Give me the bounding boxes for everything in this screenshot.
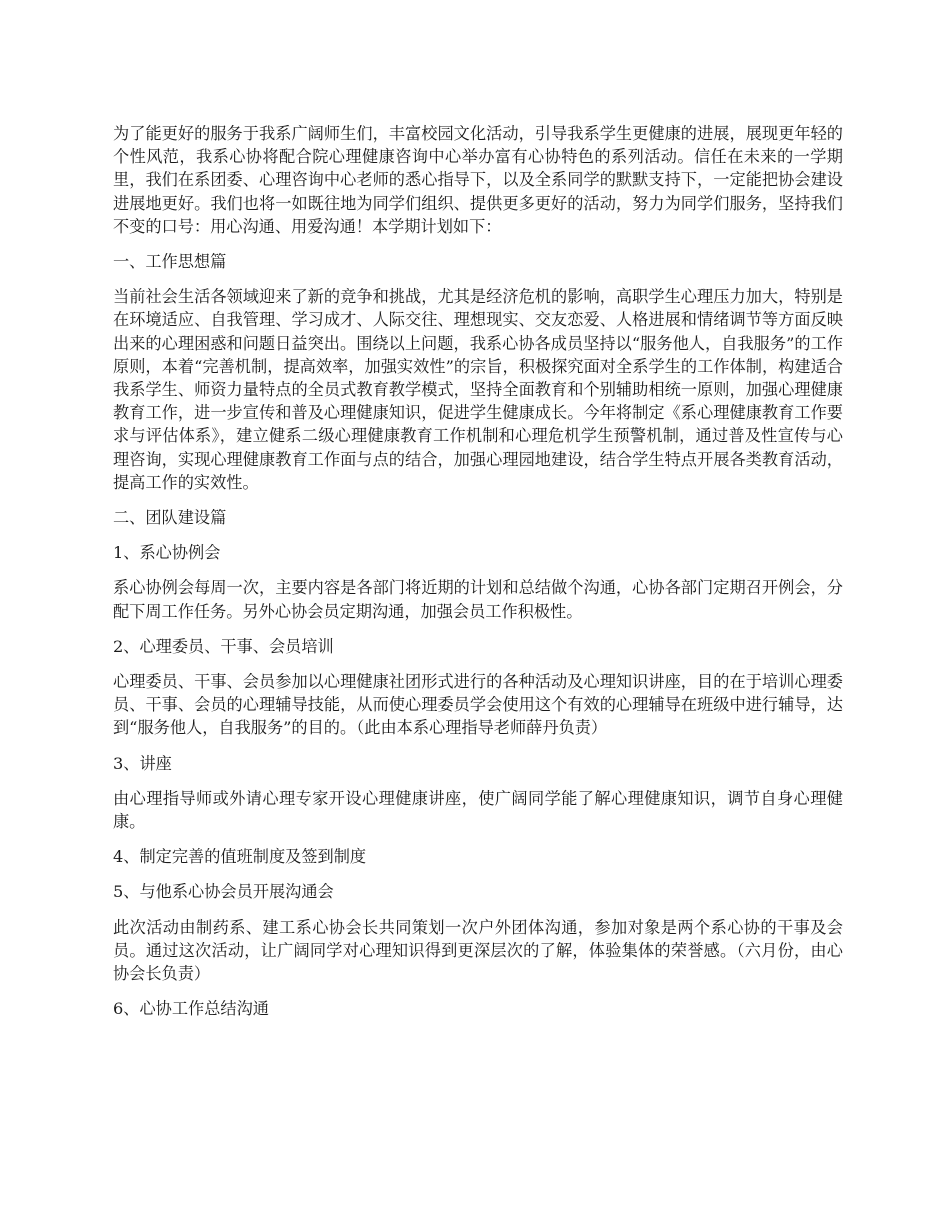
document-page [113, 122, 843, 1033]
item-heading-work-summary: 6、心协工作总结沟通 [113, 999, 269, 1019]
item-lectures-paragraph: 由心理指导师或外请心理专家开设心理健康讲座，使广阔同学能了解心理健康知识，调节自身心理健康。 [113, 788, 843, 832]
item-heading-duty-system: 4、制定完善的值班制度及签到制度 [113, 847, 367, 867]
item-heading-weekly-meeting: 1、系心协例会 [113, 543, 221, 563]
section-heading-team-building: 二、团队建设篇 [113, 508, 227, 528]
item-heading-lectures: 3、讲座 [113, 753, 172, 773]
section-heading-work-ideas: 一、工作思想篇 [113, 252, 227, 272]
item-weekly-meeting-paragraph: 系心协例会每周一次，主要内容是各部门将近期的计划和总结做个沟通，心协各部门定期召开例会，分配下周工作任务。另外心协会员定期沟通，加强会员工作积极性。 [113, 578, 843, 621]
section-work-ideas-paragraph: 当前社会生活各领域迎来了新的竞争和挑战，尤其是经济危机的影响，高职学生心理压力加大，特别是在环境适应、自我管理、学习成才、人际交往、理想现实、交友恋爱、人格进展和情绪调节等方面反映出来的心理困惑和问题日益突出。围绕以上问题，我系心协各成员坚持以“服务他人，自我服务”的工作原则，本着“完善机制，提高效率，加强实效性”的宗旨，积极探究面对全系学生的工作体制，构建适合我系学生、师资力量特点的全员式教育教学模式，坚持全面教育和个别辅助相统一原则，加强心理健康教育工作，进一步宣传和普及心理健康知识，促进学生健康成长。今年将制定《系心理健康教育工作要求与评估体系》，建立健系二级心理健康教育工作机制和心理危机学生预警机制，通过普及性宣传与心理咨询，实现心理健康教育工作面与点的结合，加强心理园地建设，结合学生特点开展各类教育活动，提高工作的实效性。 [113, 287, 843, 492]
item-heading-training: 2、心理委员、干事、会员培训 [113, 636, 334, 656]
item-training-paragraph: 心理委员、干事、会员参加以心理健康社团形式进行的各种活动及心理知识讲座，目的在于培训心理委员、干事、会员的心理辅导技能，从而使心理委员学会使用这个有效的心理辅导在班级中进行辅导，达到“服务他人，自我服务”的目的。（此由本系心理指导老师薛丹负责） [113, 672, 843, 738]
intro-paragraph: 为了能更好的服务于我系广阔师生们，丰富校园文化活动，引导我系学生更健康的进展，展现更年轻的个性风范，我系心协将配合院心理健康咨询中心举办富有心协特色的系列活动。信任在未来的一学期里，我们在系团委、心理咨询中心老师的悉心指导下，以及全系同学的默默支持下，一定能把协会建设进展地更好。我们也将一如既往地为同学们组织、提供更多更好的活动，努力为同学们服务，坚持我们不变的口号：用心沟通、用爱沟通！本学期计划如下： [113, 124, 843, 236]
item-heading-exchange-meeting: 5、与他系心协会员开展沟通会 [113, 882, 334, 902]
item-exchange-meeting-paragraph: 此次活动由制药系、建工系心协会长共同策划一次户外团体沟通，参加对象是两个系心协的干事及会员。通过这次活动，让广阔同学对心理知识得到更深层次的了解，体验集体的荣誉感。（六月份，由心协会长负责） [113, 917, 843, 984]
